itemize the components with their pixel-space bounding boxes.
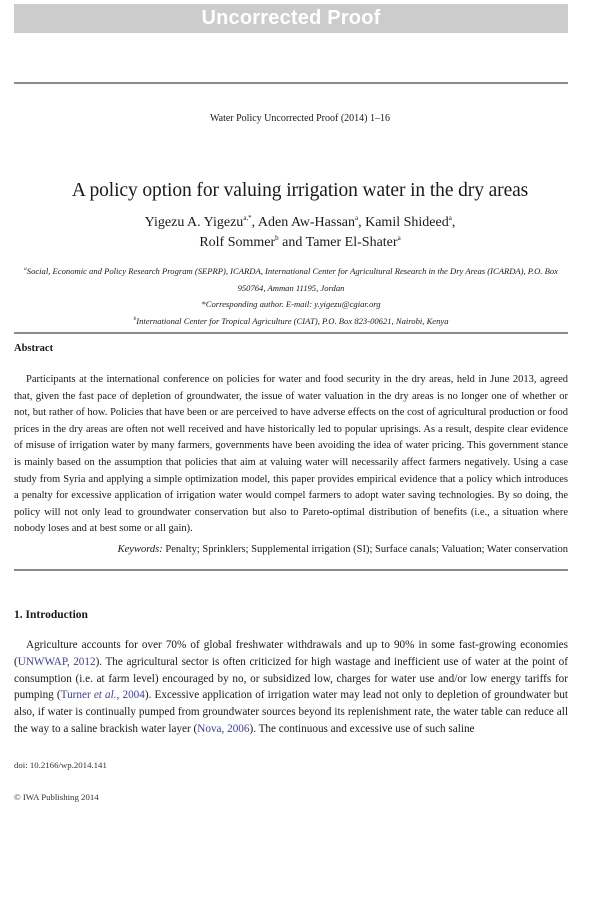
section-heading-introduction: 1. Introduction — [14, 609, 88, 621]
running-head: Water Policy Uncorrected Proof (2014) 1–16 — [210, 113, 390, 124]
intro-text: ). The agricultural sector is often criticized for high wastage and inefficient use of water at the point of consumption (i.e. at farm level) encouraged by no, or subsidized low, charges for water use and/or low energy tariffs for pumping ( — [14, 655, 568, 702]
affiliation-rule — [14, 332, 568, 334]
paper-title: A policy option for valuing irrigation water in the dry areas — [71, 180, 529, 201]
author: Yigezu A. Yigezu$^{a,*}$, — [144, 214, 258, 230]
doi: doi: 10.2166/wp.2014.141 — [14, 760, 107, 770]
intro-text: Agriculture accounts for over 70% of global freshwater withdrawals and up to 90% in some fast-growing economies ( — [14, 639, 568, 668]
author: Rolf Sommer$^b$ and — [199, 234, 306, 250]
affiliations — [14, 263, 568, 329]
uncorrected-proof-banner — [14, 4, 568, 33]
copyright: © IWA Publishing 2014 — [14, 792, 99, 802]
corresponding-author: *Corresponding author. E-mail: y.yigezu@cgiar.org — [201, 299, 381, 309]
intro-text: ). The continuous and excessive use of such saline — [249, 722, 475, 735]
header-rule — [14, 82, 568, 84]
citation-link[interactable]: UNWWAP, 2012 — [17, 655, 96, 668]
author: Aden Aw-Hassan$^a$, — [257, 214, 366, 230]
keywords — [14, 544, 568, 555]
et-al: et al. — [93, 689, 117, 702]
introduction-paragraph — [14, 637, 568, 738]
abstract-body: Participants at the international conference on policies for water and food security in the dry areas, held in June 2013, agreed that, given the fast pace of depletion of groundwater, the issue of water valuation in the dry areas is no longer one of whether or not, but rather of how. Policies that have been or are perceived to have adverse effects on the cost of agricultural production or food prices in the dry areas are often not well received and have historically led to popular uprisings. As a result, despite clear evidence of misuse of irrigation water by many farmers, governments have been avoiding the idea of water pricing. This government stance is mainly based on the assumption that policies that aim at valuing water will necessarily affect farmers negatively. Using a case study from Syria and applying a simple optimization model, this paper provides empirical evidence that a policy which introduces a penalty for excessive application of irrigation water would compel farmers to adopt water saving technologies. By so doing, the policy will not only lead to groundwater conservation but also to Pareto-optimal distribution of benefits (i.e., a situation where nobody loses and at best some or all gain). — [14, 374, 568, 535]
affiliation-b: $^b$International Center for Tropical Agriculture (CIAT), P.O. Box 823-00621, Nairobi, Kenya — [133, 315, 449, 326]
author-list — [0, 213, 600, 253]
citation-link[interactable]: Turner et al., 2004 — [60, 689, 145, 702]
affiliation-a: $^a$Social, Economic and Policy Research Program (SEPRP), ICARDA, International Center for Agricultural Research in the Dry Areas (ICARDA), P.O. Box 950764, Amman 11195, Jordan — [24, 266, 558, 293]
abstract-rule — [14, 569, 568, 571]
banner-text: Uncorrected Proof — [201, 7, 381, 29]
intro-text: ). Excessive application of irrigation water may lead not only to depletion of groundwater but also, if water is continually pumped from groundwater sources beyond its replenishment rate, the water table can reduce all the way to a saline brackish water layer ( — [14, 689, 569, 735]
keywords-text: Penalty; Sprinklers; Supplemental irrigation (SI); Surface canals; Valuation; Water conservation — [162, 544, 568, 555]
author: Tamer El-Shater$^a$ — [305, 234, 401, 250]
author: Kamil Shideed$^a$, — [365, 214, 456, 230]
keywords-label: Keywords: — [117, 544, 163, 555]
abstract-heading: Abstract — [14, 343, 54, 354]
citation-link[interactable]: Nova, 2006 — [197, 722, 250, 735]
